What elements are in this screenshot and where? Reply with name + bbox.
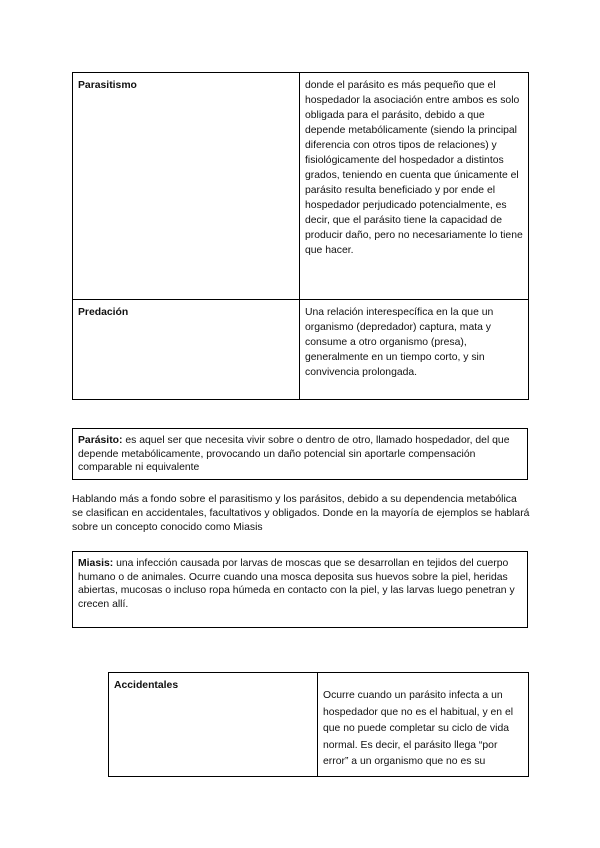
parasito-text: es aquel ser que necesita vivir sobre o dentro de otro, llamado hospedador, del que depende metabólicamente, provocando un daño potencial sin aportarle compensación comparable ni equivalente [78, 435, 510, 473]
classification-table [108, 672, 529, 777]
definition-cell: donde el parásito es más pequeño que el hospedador la asociación entre ambos es solo obligada para el parásito, debido a que depende metabólicamente (siendo la principal diferencia con otros tipos de relaciones) y fisiológicamente del hospedador a distintos grados, teniendo en cuenta que únicamente el parásito resulta beneficiado y por ende el hospedador perjudicado potencialmente, es decir, que el parásito tiene la capacidad de producir daño, pero no necesariamente lo tiene que hacer. [300, 73, 529, 300]
table-row [73, 300, 529, 400]
definition-cell: Una relación interespecífica en la que un organismo (depredador) captura, mata y consume a otro organismo (presa), generalmente en un tiempo corto, y sin convivencia prolongada. [300, 300, 529, 400]
definitions-table [72, 72, 529, 400]
term-cell: Predación [73, 300, 300, 400]
miasis-text: una infección causada por larvas de moscas que se desarrollan en tejidos del cuerpo humano o de animales. Ocurre cuando una mosca deposita sus huevos sobre la piel, heridas abiertas, mucosas o incluso ropa húmeda en contacto con la piel, y las larvas luego penetran y crecen allí. [78, 558, 515, 610]
definition-cell: Ocurre cuando un parásito infecta a un hospedador que no es el habitual, y en el que no puede completar su ciclo de vida normal. Es decir, el parásito llega “por error” a un organismo que no es su [318, 673, 529, 777]
miasis-definition-box [72, 551, 528, 628]
term-cell: Accidentales [109, 673, 318, 777]
parasito-definition-box [72, 428, 528, 480]
table-row [109, 673, 529, 777]
body-paragraph: Hablando más a fondo sobre el parasitismo y los parásitos, debido a su dependencia metabólica se clasifican en accidentales, facultativos y obligados. Donde en la mayoría de ejemplos se hablará sobre un concepto conocido como Miasis [72, 494, 530, 533]
parasito-term: Parásito: [78, 435, 123, 446]
term-cell: Parasitismo [73, 73, 300, 300]
miasis-term: Miasis: [78, 558, 114, 569]
table-row [73, 73, 529, 300]
